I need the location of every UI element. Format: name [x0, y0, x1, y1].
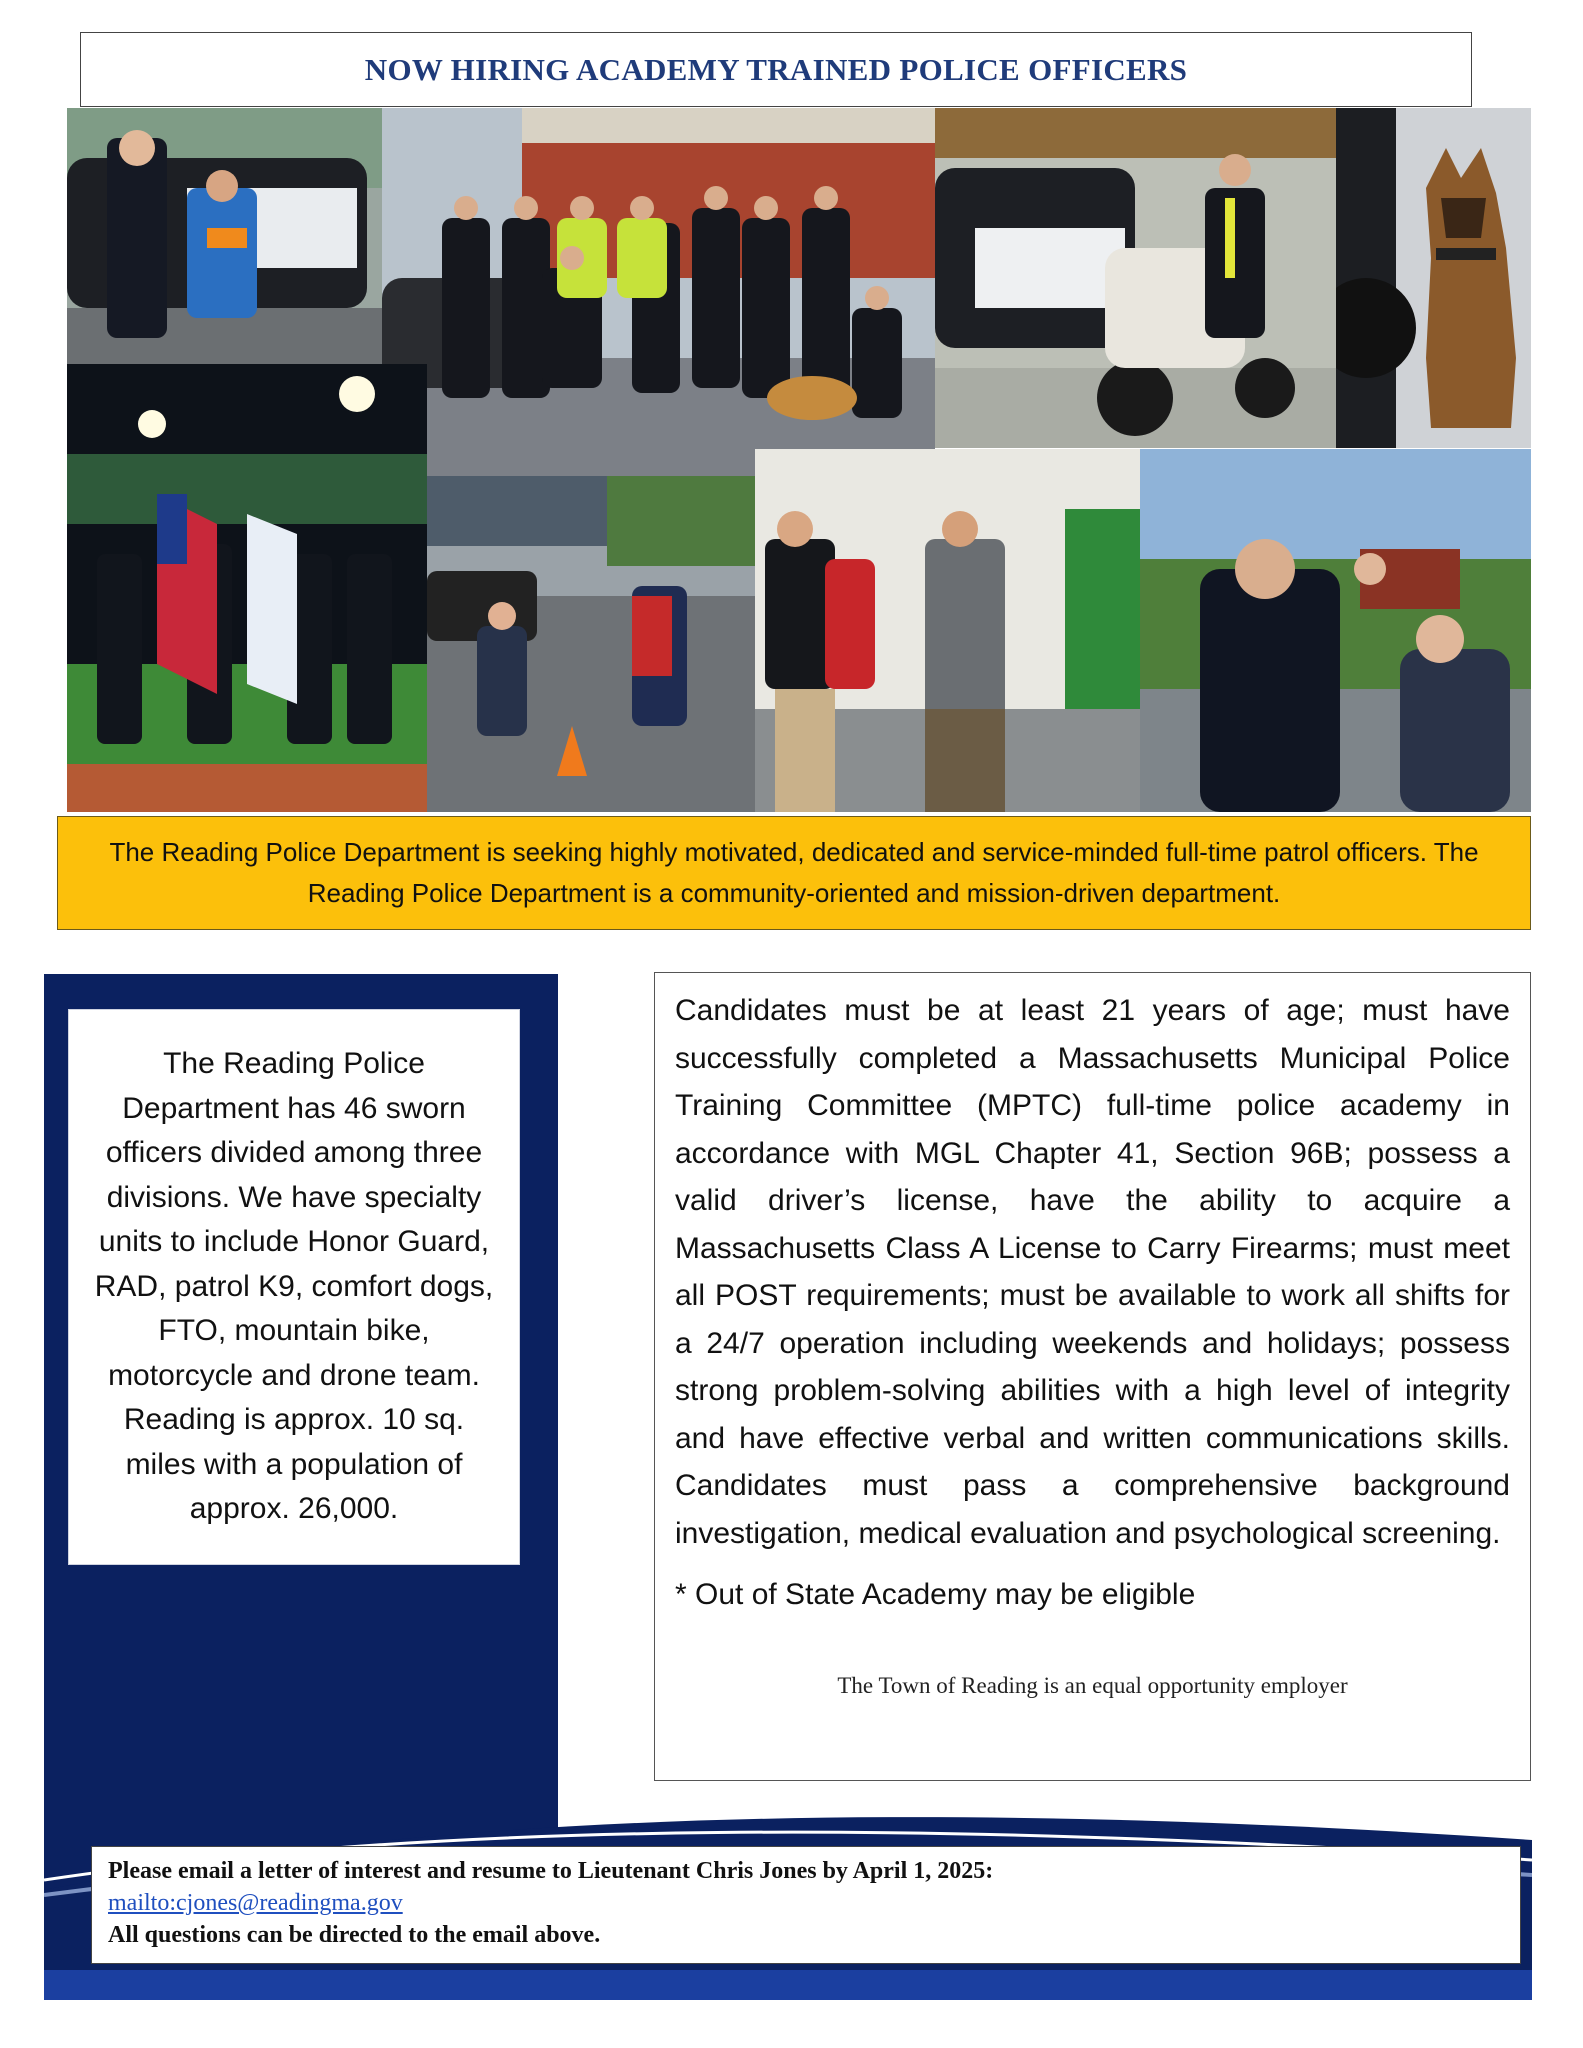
photo-officer-with-child — [67, 108, 382, 364]
out-of-state-note: * Out of State Academy may be eligible — [675, 1578, 1196, 1611]
photo-officer-high-five — [1140, 449, 1531, 812]
page-title: NOW HIRING ACADEMY TRAINED POLICE OFFICERS — [364, 51, 1188, 87]
department-info-text: The Reading Police Department has 46 sworn officers divided among three divisions. We have specialty units to include Honor Guard, RAD, patrol K9, comfort dogs, FTO, mountain bike, motorcycle and drone team. Reading is approx. 10 sq. miles with a population of approx. 26,000. — [94, 1047, 494, 1526]
mission-banner — [57, 816, 1531, 930]
contact-instructions: Please email a letter of interest and resume to Lieutenant Chris Jones by April 1, 2025: — [108, 1858, 994, 1884]
contact-box — [91, 1846, 1521, 1964]
photo-taser-training — [755, 449, 1140, 812]
department-info-box — [68, 1009, 520, 1565]
requirements-box — [654, 972, 1531, 1781]
photo-group-with-dog — [382, 108, 935, 476]
equal-opportunity-statement: The Town of Reading is an equal opportunity employer — [837, 1673, 1348, 1698]
photo-honor-guard — [67, 364, 427, 812]
contact-questions: All questions can be directed to the email above. — [108, 1922, 601, 1948]
mission-text: The Reading Police Department is seeking highly motivated, dedicated and service-minded full-time patrol officers. The Reading Police Department is a community-oriented and mission-driven department. — [109, 837, 1479, 908]
photo-rad-training — [427, 476, 755, 812]
photo-k9-dog — [1336, 108, 1531, 448]
photo-motorcycle-officer — [935, 108, 1336, 448]
email-link[interactable]: mailto:cjones@readingma.gov — [108, 1890, 403, 1916]
requirements-text: Candidates must be at least 21 years of age; must have successfully completed a Massachusetts Municipal Police Training Committee (MPTC) full-time police academy in accordance with MGL Chapter 41, Section 96B; possess a valid driver’s license, have the ability to acquire a Massachusetts Class A License to Carry Firearms; must meet all POST requirements; must be available to work all shifts for a 24/7 operation including weekends and holidays; possess strong problem-solving abilities with a high level of integrity and have effective verbal and written communications skills. Candidates must pass a comprehensive background investigation, medical evaluation and psychological screening. — [675, 994, 1510, 1550]
page-title-box — [80, 32, 1472, 107]
